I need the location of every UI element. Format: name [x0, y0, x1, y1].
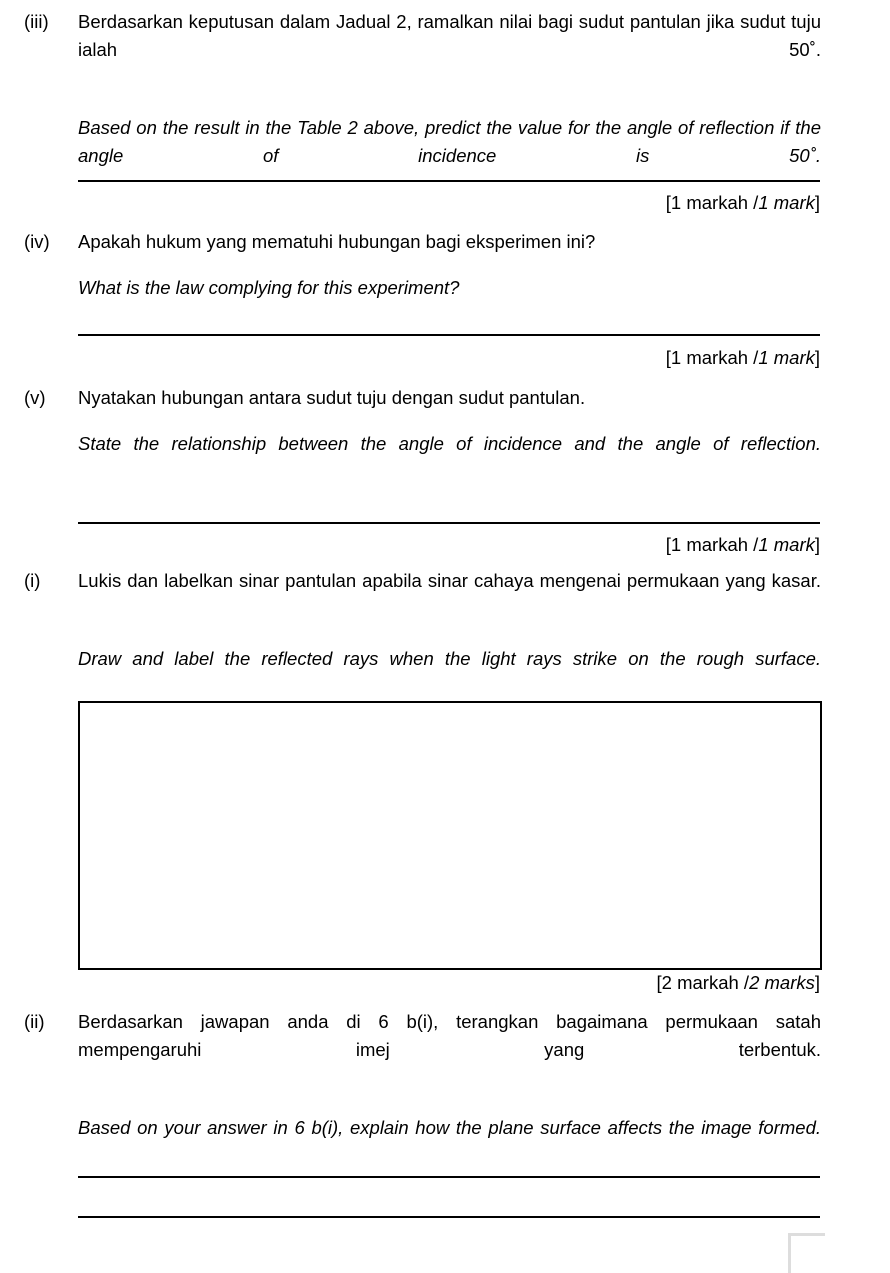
marks-v-suffix: ] [814, 534, 820, 555]
marks-iv-prefix: [1 markah / [665, 347, 759, 368]
question-iv-malay-text: Apakah hukum yang mematuhi hubungan bagi eksperimen ini? [78, 231, 596, 252]
answer-line-iv-1[interactable] [78, 334, 820, 336]
question-b-i-malay-text: Lukis dan labelkan sinar pantulan apabila sinar cahaya mengenai permukaan yang kasar. [78, 570, 821, 591]
question-iii-label: (iii) [24, 11, 49, 32]
question-v-english-text: State the relationship between the angle of incidence and the angle of reflection. [78, 433, 821, 454]
question-iii-english-text: Based on the result in the Table 2 above, predict the value for the angle of reflection if the angle of incidence is 50˚. [78, 117, 821, 166]
question-b-ii-english-text: Based on your answer in 6 b(i), explain how the plane surface affects the image formed. [78, 1117, 821, 1138]
question-v-label: (v) [24, 387, 46, 408]
marks-iii [78, 190, 820, 216]
question-iv-english-text: What is the law complying for this experiment? [78, 277, 460, 298]
drawing-answer-box[interactable] [78, 701, 822, 970]
answer-line-b-ii-2[interactable] [78, 1216, 820, 1218]
marks-b-i-italic: 2 marks [749, 972, 815, 993]
marks-iii-prefix: [1 markah / [665, 192, 759, 213]
marks-v-italic: 1 mark [758, 534, 815, 555]
marks-v [78, 532, 820, 558]
question-b-ii-malay-text: Berdasarkan jawapan anda di 6 b(i), terangkan bagaimana permukaan satah mempengaruhi imej yang terbentuk. [78, 1011, 821, 1060]
question-v-malay-text: Nyatakan hubungan antara sudut tuju dengan sudut pantulan. [78, 387, 586, 408]
marks-v-prefix: [1 markah / [665, 534, 759, 555]
question-iii-body [78, 8, 821, 198]
answer-line-iii-1[interactable] [78, 180, 820, 182]
question-v-body [78, 384, 821, 486]
question-b-ii-body [78, 1008, 821, 1170]
question-iv-body [78, 228, 821, 302]
question-b-i-body [78, 567, 821, 701]
question-b-i-label: (i) [24, 570, 41, 591]
marks-iv [78, 345, 820, 371]
marks-iv-suffix: ] [814, 347, 820, 368]
marks-iv-italic: 1 mark [758, 347, 815, 368]
marks-b-i [78, 970, 820, 996]
question-iii-malay-text: Berdasarkan keputusan dalam Jadual 2, ramalkan nilai bagi sudut pantulan jika sudut tuju ialah 50˚. [78, 11, 821, 60]
cut-off-marks-box [788, 1233, 825, 1273]
marks-iii-italic: 1 mark [758, 192, 815, 213]
answer-line-v-1[interactable] [78, 522, 820, 524]
question-b-ii-label: (ii) [24, 1011, 45, 1032]
question-b-i-english-text: Draw and label the reflected rays when the light rays strike on the rough surface. [78, 648, 821, 669]
marks-b-i-suffix: ] [814, 972, 820, 993]
marks-b-i-prefix: [2 markah / [656, 972, 750, 993]
answer-line-b-ii-1[interactable] [78, 1176, 820, 1178]
marks-iii-suffix: ] [814, 192, 820, 213]
question-iv-label: (iv) [24, 231, 50, 252]
